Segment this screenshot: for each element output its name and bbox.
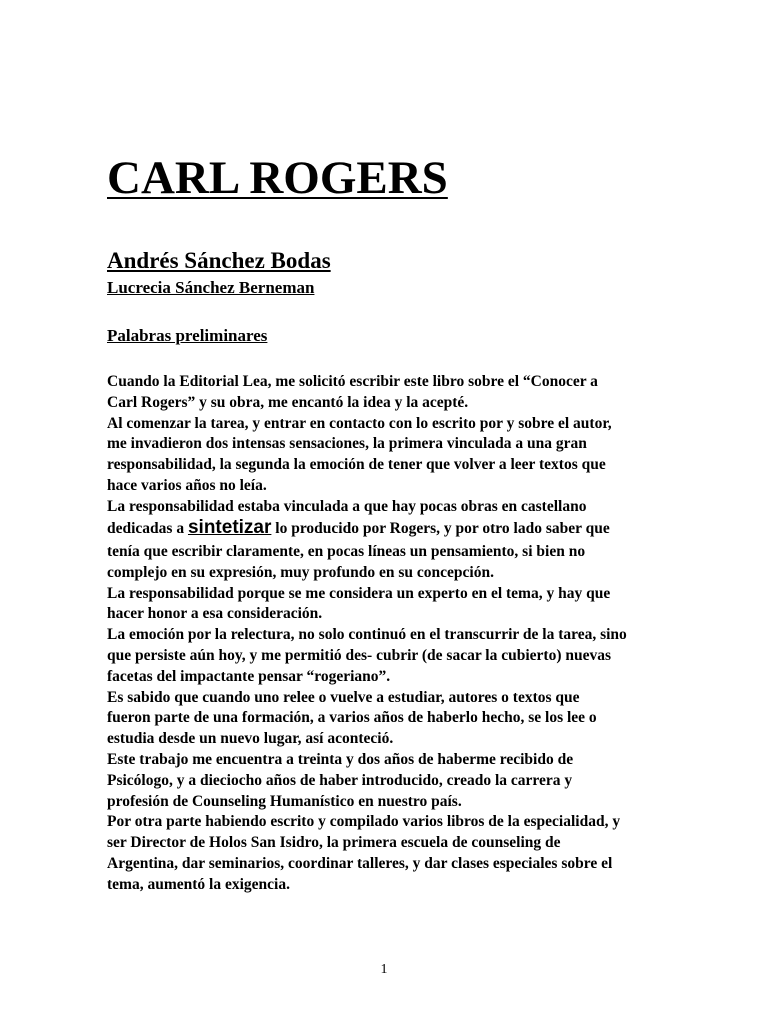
body-line-text: lo producido por Rogers, y por otro lado saber que — [271, 519, 610, 537]
body-line: Psicólogo, y a dieciocho años de haber introducido, creado la carrera y — [107, 771, 573, 789]
page-number: 1 — [380, 962, 388, 977]
body-line: que persiste aún hoy, y me permitió des- cubrir (de sacar la cubierto) nuevas — [107, 647, 612, 665]
body-line-text: dedicadas a — [107, 519, 188, 537]
body-line: Argentina, dar seminarios, coordinar talleres, y dar clases especiales sobre el — [107, 855, 613, 873]
body-line: Por otra parte habiendo escrito y compilado varios libros de la especialidad, y — [107, 813, 621, 831]
primary-author: Andrés Sánchez Bodas — [107, 248, 331, 273]
body-line: La emoción por la relectura, no solo continuó en el transcurrir de la tarea, sino — [107, 626, 627, 644]
body-line: hace varios años no leía. — [107, 476, 267, 494]
body-line: estudia desde un nuevo lugar, así aconteció. — [107, 730, 394, 748]
body-line: ser Director de Holos San Isidro, la primera escuela de counseling de — [107, 834, 561, 852]
secondary-author: Lucrecia Sánchez Berneman — [107, 278, 315, 297]
body-line: facetas del impactante pensar “rogeriano”. — [107, 667, 391, 685]
body-line: me invadieron dos intensas sensaciones, la primera vinculada a una gran — [107, 435, 587, 453]
body-line: fueron parte de una formación, a varios años de haberlo hecho, se los lee o — [107, 709, 597, 727]
body-line: complejo en su expresión, muy profundo en su concepción. — [107, 563, 494, 581]
body-line: tema, aumentó la exigencia. — [107, 875, 290, 893]
body-line: hacer honor a esa consideración. — [107, 605, 323, 623]
body-line: La responsabilidad estaba vinculada a que hay pocas obras en castellano — [107, 497, 587, 515]
body-line-emphasis — [107, 518, 667, 543]
body-line: Cuando la Editorial Lea, me solicitó escribir este libro sobre el “Conocer a — [107, 373, 598, 390]
body-line: Carl Rogers” y su obra, me encantó la idea y la acepté. — [107, 393, 469, 411]
emphasized-word: sintetizar — [187, 516, 272, 538]
body-line: tenía que escribir claramente, en pocas líneas un pensamiento, si bien no — [107, 543, 586, 561]
document-title: CARL ROGERS — [107, 152, 448, 204]
body-line: Es sabido que cuando uno relee o vuelve a estudiar, autores o textos que — [107, 688, 580, 706]
section-heading: Palabras preliminares — [107, 326, 268, 345]
body-line: responsabilidad, la segunda la emoción de tener que volver a leer textos que — [107, 456, 606, 474]
body-text — [107, 372, 667, 896]
body-line: La responsabilidad porque se me considera un experto en el tema, y hay que — [107, 584, 611, 602]
body-line: Al comenzar la tarea, y entrar en contacto con lo escrito por y sobre el autor, — [107, 414, 612, 432]
body-line: profesión de Counseling Humanístico en nuestro país. — [107, 792, 462, 810]
body-line: Este trabajo me encuentra a treinta y dos años de haberme recibido de — [107, 751, 574, 769]
